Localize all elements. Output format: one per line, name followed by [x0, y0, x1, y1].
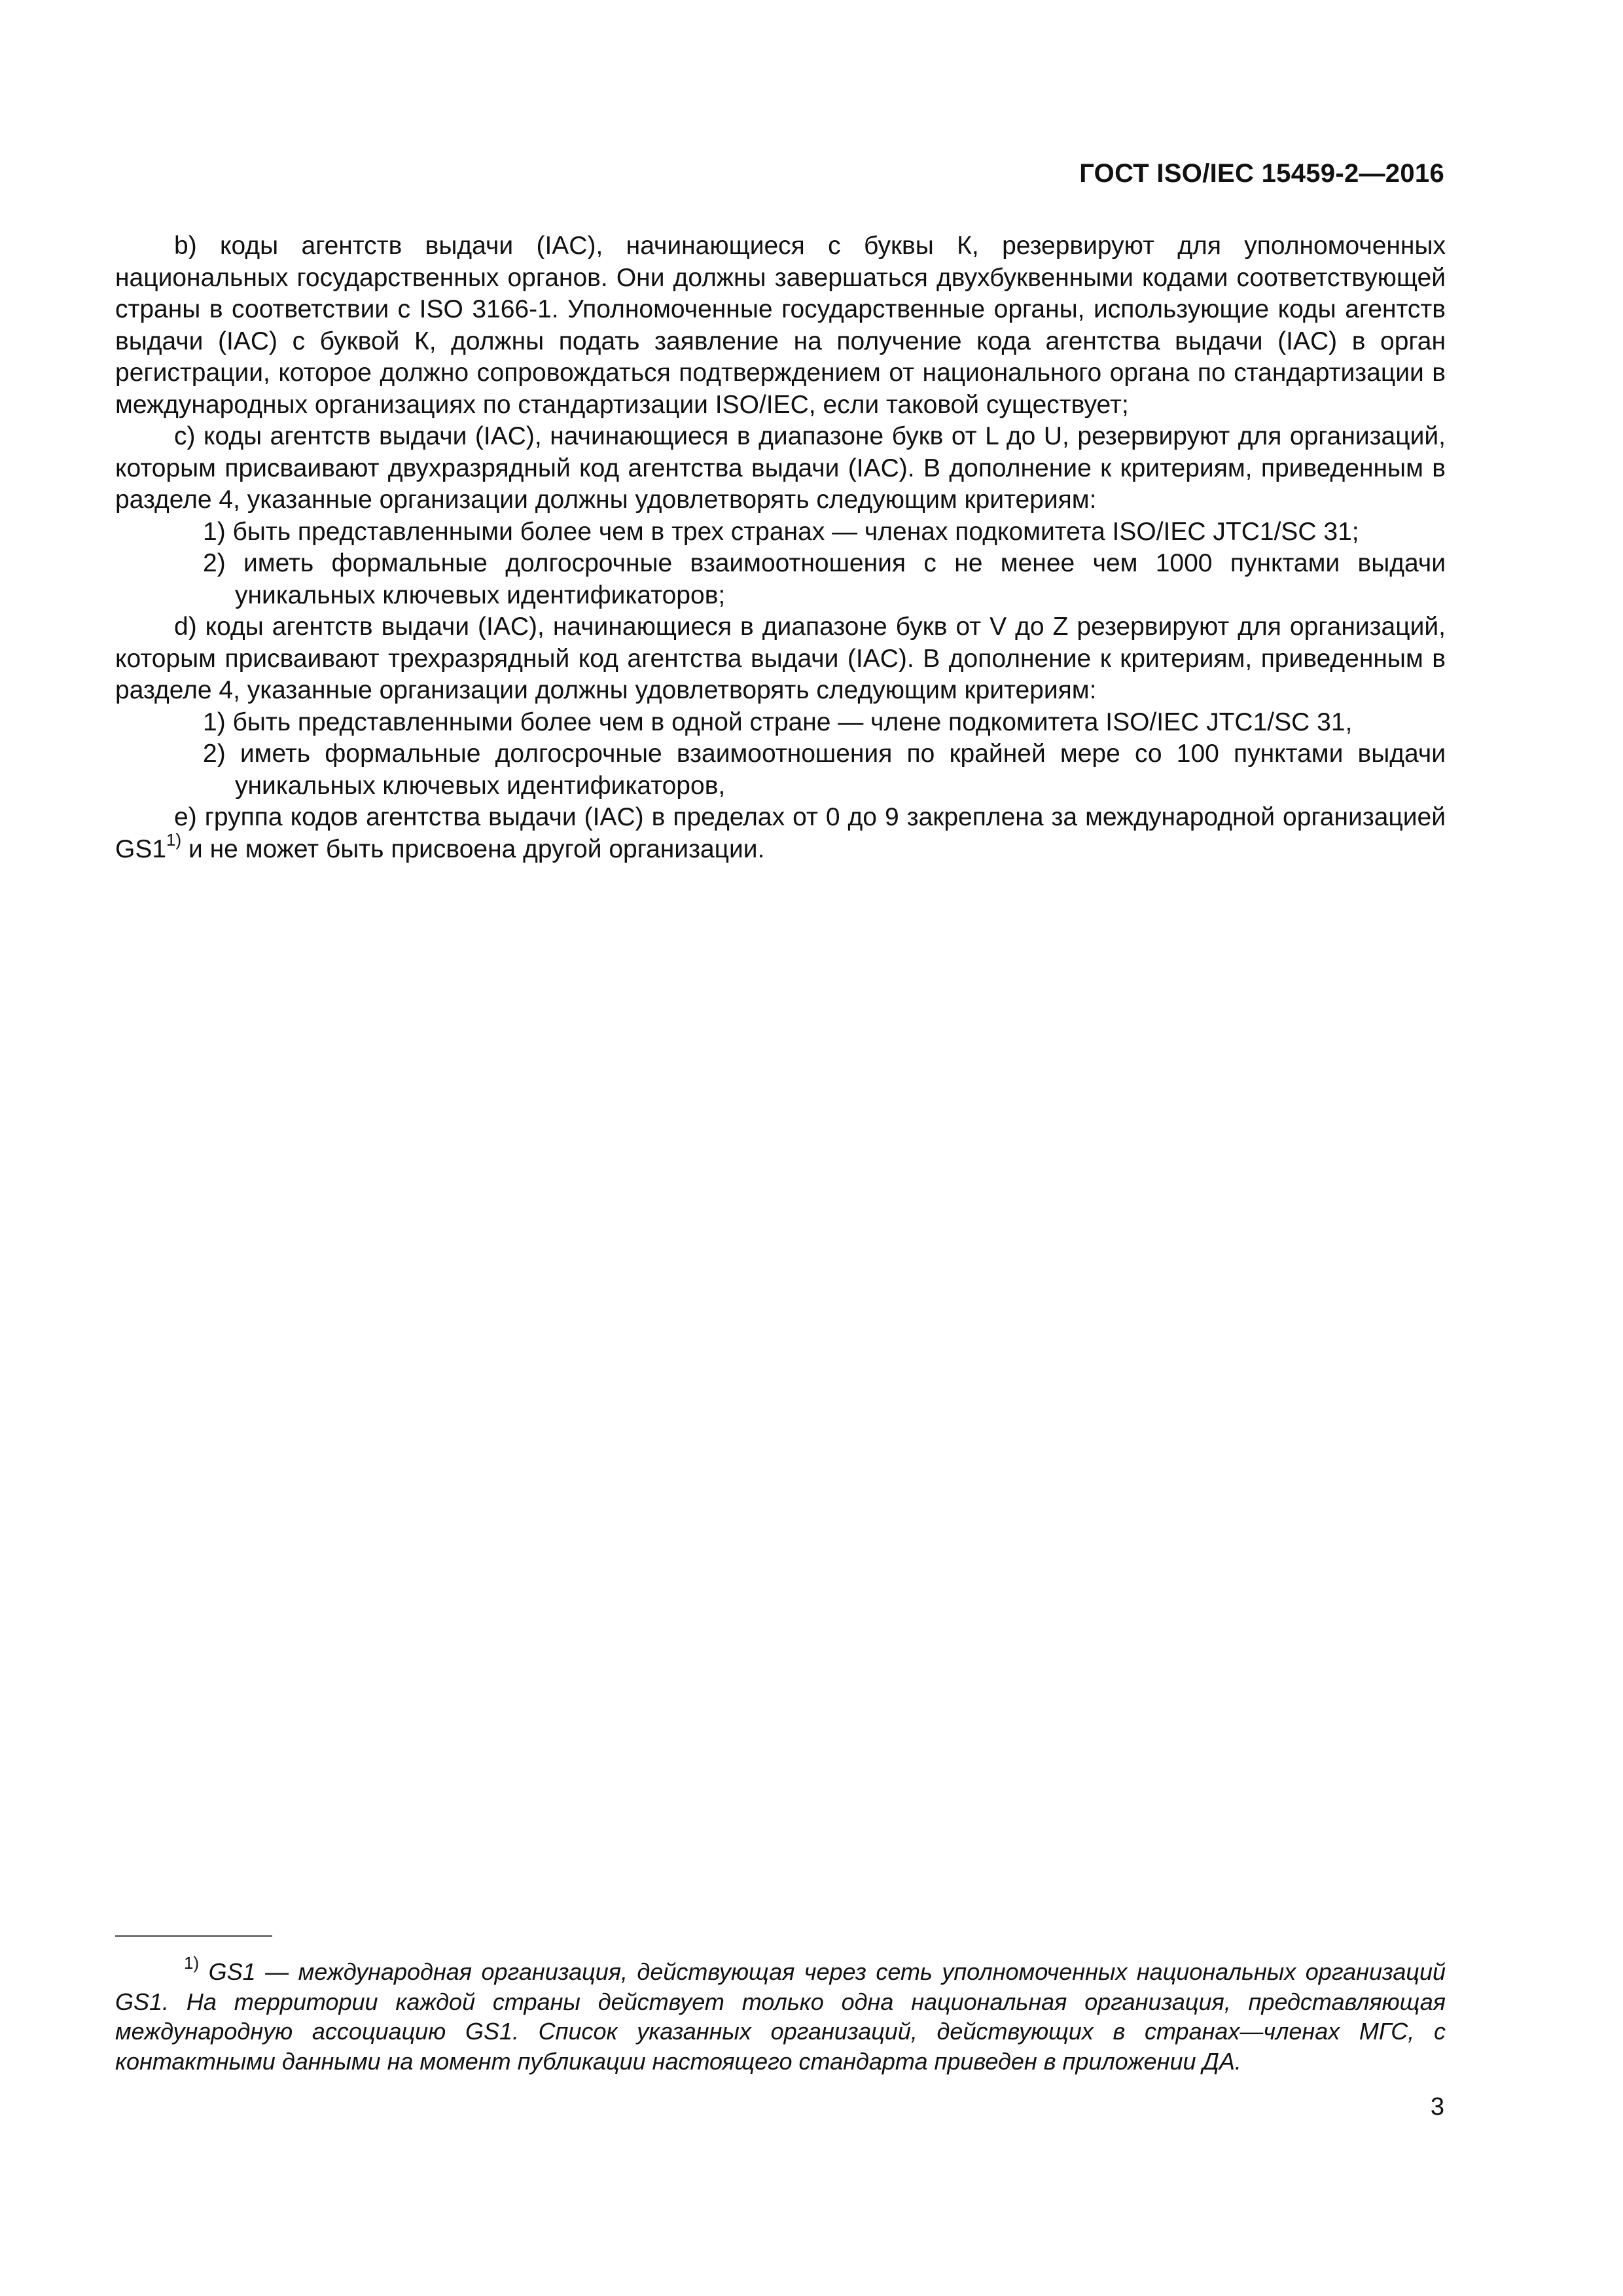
footnote-divider	[115, 1935, 272, 1937]
document-header: ГОСТ ISO/IEC 15459-2—2016	[1079, 159, 1444, 188]
paragraph-b: b) коды агентств выдачи (IAC), начинающиеся с буквы К, резервируют для уполномоченных национальных государственных органов. Они должны завершаться двухбуквенными кодами соответствующей страны в соответствии с ISO 3166-1. Уполномоченные государственные органы, использующие коды агентств выдачи (IAC) с буквой К, должны подать заявление на получение кода агентства выдачи (IAC) в орган регистрации, которое должно сопровождаться подтверждением от национального органа по стандартизации в международных организациях по стандартизации ISO/IEC, если таковой существует;	[115, 232, 1446, 419]
paragraph-d-item-2: 2) иметь формальные долгосрочные взаимоотношения по крайней мере со 100 пунктами выдачи уникальных ключевых идентификаторов,	[203, 740, 1446, 800]
footnote-mark: 1)	[184, 1953, 200, 1973]
paragraph-e	[115, 802, 1446, 865]
main-content	[115, 230, 1446, 865]
paragraph-d-item-1: 1) быть представленными более чем в одной стране — члене подкомитета ISO/IEC JTC1/SC 31,	[203, 708, 1353, 736]
paragraph-e-text-end: и не может быть присвоена другой организации.	[181, 834, 765, 863]
paragraph-e-text: e) группа кодов агентства выдачи (IAC) в пределах от 0 до 9 закреплена за международной организацией GS1	[115, 803, 1446, 863]
footnote-reference: 1)	[166, 829, 182, 850]
paragraph-c-item-2: 2) иметь формальные долгосрочные взаимоотношения с не менее чем 1000 пунктами выдачи уникальных ключевых идентификаторов;	[203, 549, 1446, 609]
paragraph-c-item-1: 1) быть представленными более чем в трех странах — членах подкомитета ISO/IEC JTC1/SC 31;	[203, 517, 1359, 546]
page-number: 3	[1430, 2093, 1444, 2121]
footnote-text: GS1 — международная организация, действующая через сеть уполномоченных национальных организаций GS1. На территории каждой страны действует только одна национальная организация, представляющая международную ассоциацию GS1. Список указанных организаций, действующих в странах—членах МГС, с контактными данными на момент публикации настоящего стандарта приведен в приложении ДА.	[115, 1958, 1446, 2075]
paragraph-c: c) коды агентств выдачи (IAC), начинающиеся в диапазоне букв от L до U, резервируют для организаций, которым присваивают двухразрядный код агентства выдачи (IAC). В дополнение к критериям, приведенным в разделе 4, указанные организации должны удовлетворять следующим критериям:	[115, 422, 1446, 514]
paragraph-d: d) коды агентств выдачи (IAC), начинающиеся в диапазоне букв от V до Z резервируют для организаций, которым присваивают трехразрядный код агентства выдачи (IAC). В дополнение к критериям, приведенным в разделе 4, указанные организации должны удовлетворять следующим критериям:	[115, 613, 1446, 704]
footnote	[115, 1953, 1446, 2076]
